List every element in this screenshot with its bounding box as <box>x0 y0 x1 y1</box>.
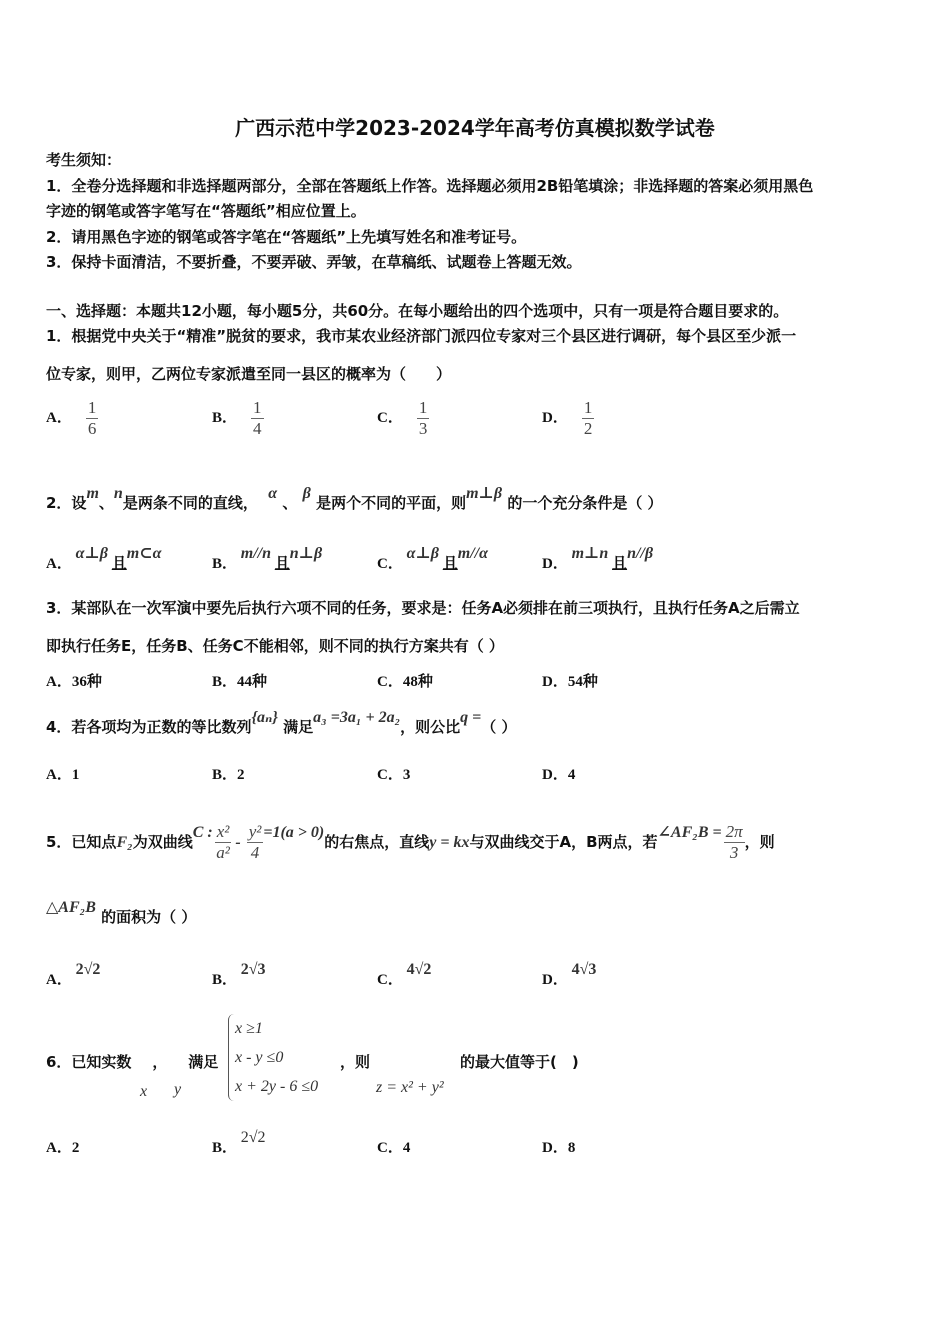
constraint: x - y ≤0 <box>235 1049 284 1066</box>
q1-option-b[interactable] <box>212 398 264 439</box>
math: =1(a > 0) <box>263 824 325 841</box>
text: 满足 <box>188 1053 219 1071</box>
text: 为双曲线 <box>132 833 193 851</box>
text: ， <box>152 1053 168 1071</box>
q6-option-b[interactable] <box>212 1129 266 1157</box>
q3-option-b[interactable]: B．44种 <box>212 674 268 690</box>
text: ，则 <box>744 833 775 851</box>
text: 是两条不同的直线， <box>122 494 258 512</box>
page-title: 广西示范中学2023-2024学年高考仿真模拟数学试卷 <box>235 116 715 140</box>
q5-text: 5．已知点F₂为双曲线C : $\frac{\text{x²}}{\text{a²}}$ - $\frac{\text{y²}}{4}$ =1(a > 0)的右焦点，直线y = kx与双曲线交于A，B两点，若∠AF₂B = $\frac{2\pi}{3}$ ，则 <box>46 822 775 862</box>
text: 且 <box>274 556 290 572</box>
denominator: 4 <box>253 419 262 438</box>
q5-option-b[interactable] <box>212 961 266 989</box>
text: 4．若各项均为正数的等比数列 <box>46 718 252 736</box>
notice-item: 2．请用黑色字迹的钢笔或答字笔在“答题纸”上先填写姓名和准考证号。 <box>46 228 527 246</box>
constraint: x ≥1 <box>235 1020 263 1037</box>
math: α⊥β <box>75 545 108 562</box>
option-value: 8 <box>567 1140 576 1156</box>
text: 与双曲线交于A，B两点，若 <box>469 833 658 851</box>
option-label: D． <box>542 1140 568 1156</box>
q6-var-y: y <box>174 1081 182 1098</box>
q1-text: 位专家，则甲，乙两位专家派遣至同一县区的概率为（ ） <box>46 365 452 383</box>
q4-text <box>46 709 517 738</box>
text: 是两个不同的平面，则 <box>316 494 467 512</box>
math: m⊥n <box>571 545 609 562</box>
math: 2√2 <box>75 961 101 978</box>
fraction <box>417 398 430 439</box>
q4-option-a[interactable]: A．1 <box>46 767 80 783</box>
denominator: 3 <box>418 419 428 438</box>
numerator: 2π <box>725 822 743 841</box>
constraint: x + 2y - 6 ≤0 <box>235 1078 319 1095</box>
q3-option-c[interactable]: C．48种 <box>377 674 433 690</box>
notice-heading: 考生须知： <box>46 151 122 169</box>
notice-item: 字迹的钢笔或答字笔写在“答题纸”相应位置上。 <box>46 202 366 220</box>
denominator: 2 <box>583 419 593 438</box>
math: y = kx <box>429 834 470 851</box>
q4-option-b[interactable]: B．2 <box>212 767 245 783</box>
text: 、 <box>282 494 298 512</box>
text: 的右焦点，直线 <box>324 833 430 851</box>
math: α <box>268 485 278 502</box>
q3-text: 3．某部队在一次军演中要先后执行六项不同的任务，要求是：任务A必须排在前三项执行，且执行任务A之后需立 <box>46 599 800 617</box>
q3-option-d[interactable]: D．54种 <box>542 674 598 690</box>
q5-option-a[interactable] <box>46 961 101 989</box>
notice-item: 1．全卷分选择题和非选择题两部分，全部在答题纸上作答。选择题必须用2B铅笔填涂；非选择题的答案必须用黑色 <box>46 177 814 195</box>
math: m⊂α <box>126 545 162 562</box>
math: m <box>86 485 99 502</box>
math: C : <box>192 824 213 841</box>
q2-option-d[interactable] <box>542 545 654 573</box>
fraction <box>86 398 99 439</box>
math: n⊥β <box>289 545 323 562</box>
option-label: C． <box>377 409 403 426</box>
fraction <box>247 822 264 863</box>
q3-text: 即执行任务E，任务B、任务C不能相邻，则不同的执行方案共有（ ） <box>46 637 504 655</box>
fraction <box>215 822 232 863</box>
constraint-system <box>228 1014 318 1101</box>
section-heading: 一、选择题：本题共12小题，每小题5分，共60分。在每小题给出的四个选项中，只有一项是符合题目要求的。 <box>46 302 789 320</box>
math: n <box>113 485 123 502</box>
text: （ ） <box>481 718 517 736</box>
math: 2√3 <box>240 961 266 978</box>
text: 且 <box>612 556 628 572</box>
numerator: 1 <box>583 398 593 417</box>
q1-option-d[interactable] <box>542 398 594 439</box>
denominator: 3 <box>729 843 739 862</box>
q6-objective: z = x² + y² <box>376 1079 444 1096</box>
denominator: a² <box>216 843 230 862</box>
text: 且 <box>442 556 458 572</box>
option-label: B． <box>212 409 238 426</box>
q6-option-c[interactable] <box>377 1136 410 1157</box>
option-label: A． <box>46 1140 72 1156</box>
q6-var-x: x <box>140 1083 148 1100</box>
q6-option-d[interactable] <box>542 1136 575 1157</box>
option-label: A． <box>46 972 72 988</box>
q1-option-a[interactable] <box>46 398 98 439</box>
math: m//α <box>457 545 488 562</box>
text: 满足 <box>283 718 314 736</box>
math: {aₙ} <box>251 709 278 726</box>
q2-option-c[interactable] <box>377 545 488 573</box>
math: a₃ =3a₁ + 2a₂ <box>313 709 401 726</box>
option-label: D． <box>542 972 568 988</box>
denominator: 4 <box>250 843 260 862</box>
text: 的面积为（ ） <box>101 908 197 926</box>
q5-text <box>46 899 197 928</box>
math: 2√2 <box>240 1129 266 1146</box>
numerator: x² <box>216 822 230 841</box>
q6-text: ，则 <box>340 1053 371 1071</box>
text: 且 <box>111 556 127 572</box>
q3-option-a[interactable]: A．36种 <box>46 674 102 690</box>
q6-text <box>46 1052 218 1072</box>
q1-option-c[interactable] <box>377 398 429 439</box>
text: 2．设 <box>46 494 87 512</box>
q2-option-a[interactable] <box>46 545 162 573</box>
math: ∠AF₂B = <box>657 824 722 841</box>
q2-option-b[interactable] <box>212 545 323 573</box>
math: β <box>302 485 311 502</box>
fraction <box>582 398 595 439</box>
math: n//β <box>627 545 654 562</box>
q2-text <box>46 485 663 514</box>
option-label: B． <box>212 1140 238 1156</box>
numerator: 1 <box>418 398 428 417</box>
q5-option-d[interactable] <box>542 961 597 989</box>
q4-option-c[interactable]: C．3 <box>377 767 411 783</box>
text: 6．已知实数 <box>46 1053 132 1071</box>
option-value: 4 <box>402 1140 411 1156</box>
option-label: D． <box>542 556 568 572</box>
q6-option-a[interactable] <box>46 1136 79 1157</box>
text: ，则公比 <box>400 718 461 736</box>
q5-option-c[interactable] <box>377 961 432 989</box>
math: 4√3 <box>571 961 597 978</box>
q4-option-d[interactable]: D．4 <box>542 767 576 783</box>
numerator: 1 <box>253 398 262 417</box>
math: F₂ <box>116 834 133 851</box>
option-label: B． <box>212 972 238 988</box>
math: m//n <box>240 545 271 562</box>
option-label: C． <box>377 972 403 988</box>
numerator: 1 <box>87 398 97 417</box>
q1-text: 1．根据党中央关于“精准”脱贫的要求，我市某农业经济部门派四位专家对三个县区进行调研，每个县区至少派一 <box>46 327 797 345</box>
text: 、 <box>98 494 114 512</box>
option-label: B． <box>212 556 238 572</box>
math: 4√2 <box>406 961 432 978</box>
text: 5．已知点 <box>46 833 117 851</box>
notice-item: 3．保持卡面清洁，不要折叠，不要弄破、弄皱，在草稿纸、试题卷上答题无效。 <box>46 253 582 271</box>
option-label: A． <box>46 409 72 426</box>
q6-text: 的最大值等于( ) <box>460 1053 579 1071</box>
denominator: 6 <box>87 419 97 438</box>
math: α⊥β <box>406 545 439 562</box>
math: m⊥β <box>466 485 503 502</box>
math: △AF₂B <box>46 899 96 916</box>
option-label: A． <box>46 556 72 572</box>
numerator: y² <box>248 822 262 841</box>
option-label: D． <box>542 409 568 426</box>
text: 的一个充分条件是（ ） <box>507 494 663 512</box>
option-value: 2 <box>71 1140 80 1156</box>
fraction <box>724 822 745 863</box>
math: q = <box>460 709 482 726</box>
fraction <box>251 398 264 439</box>
option-label: C． <box>377 556 403 572</box>
option-label: C． <box>377 1140 403 1156</box>
